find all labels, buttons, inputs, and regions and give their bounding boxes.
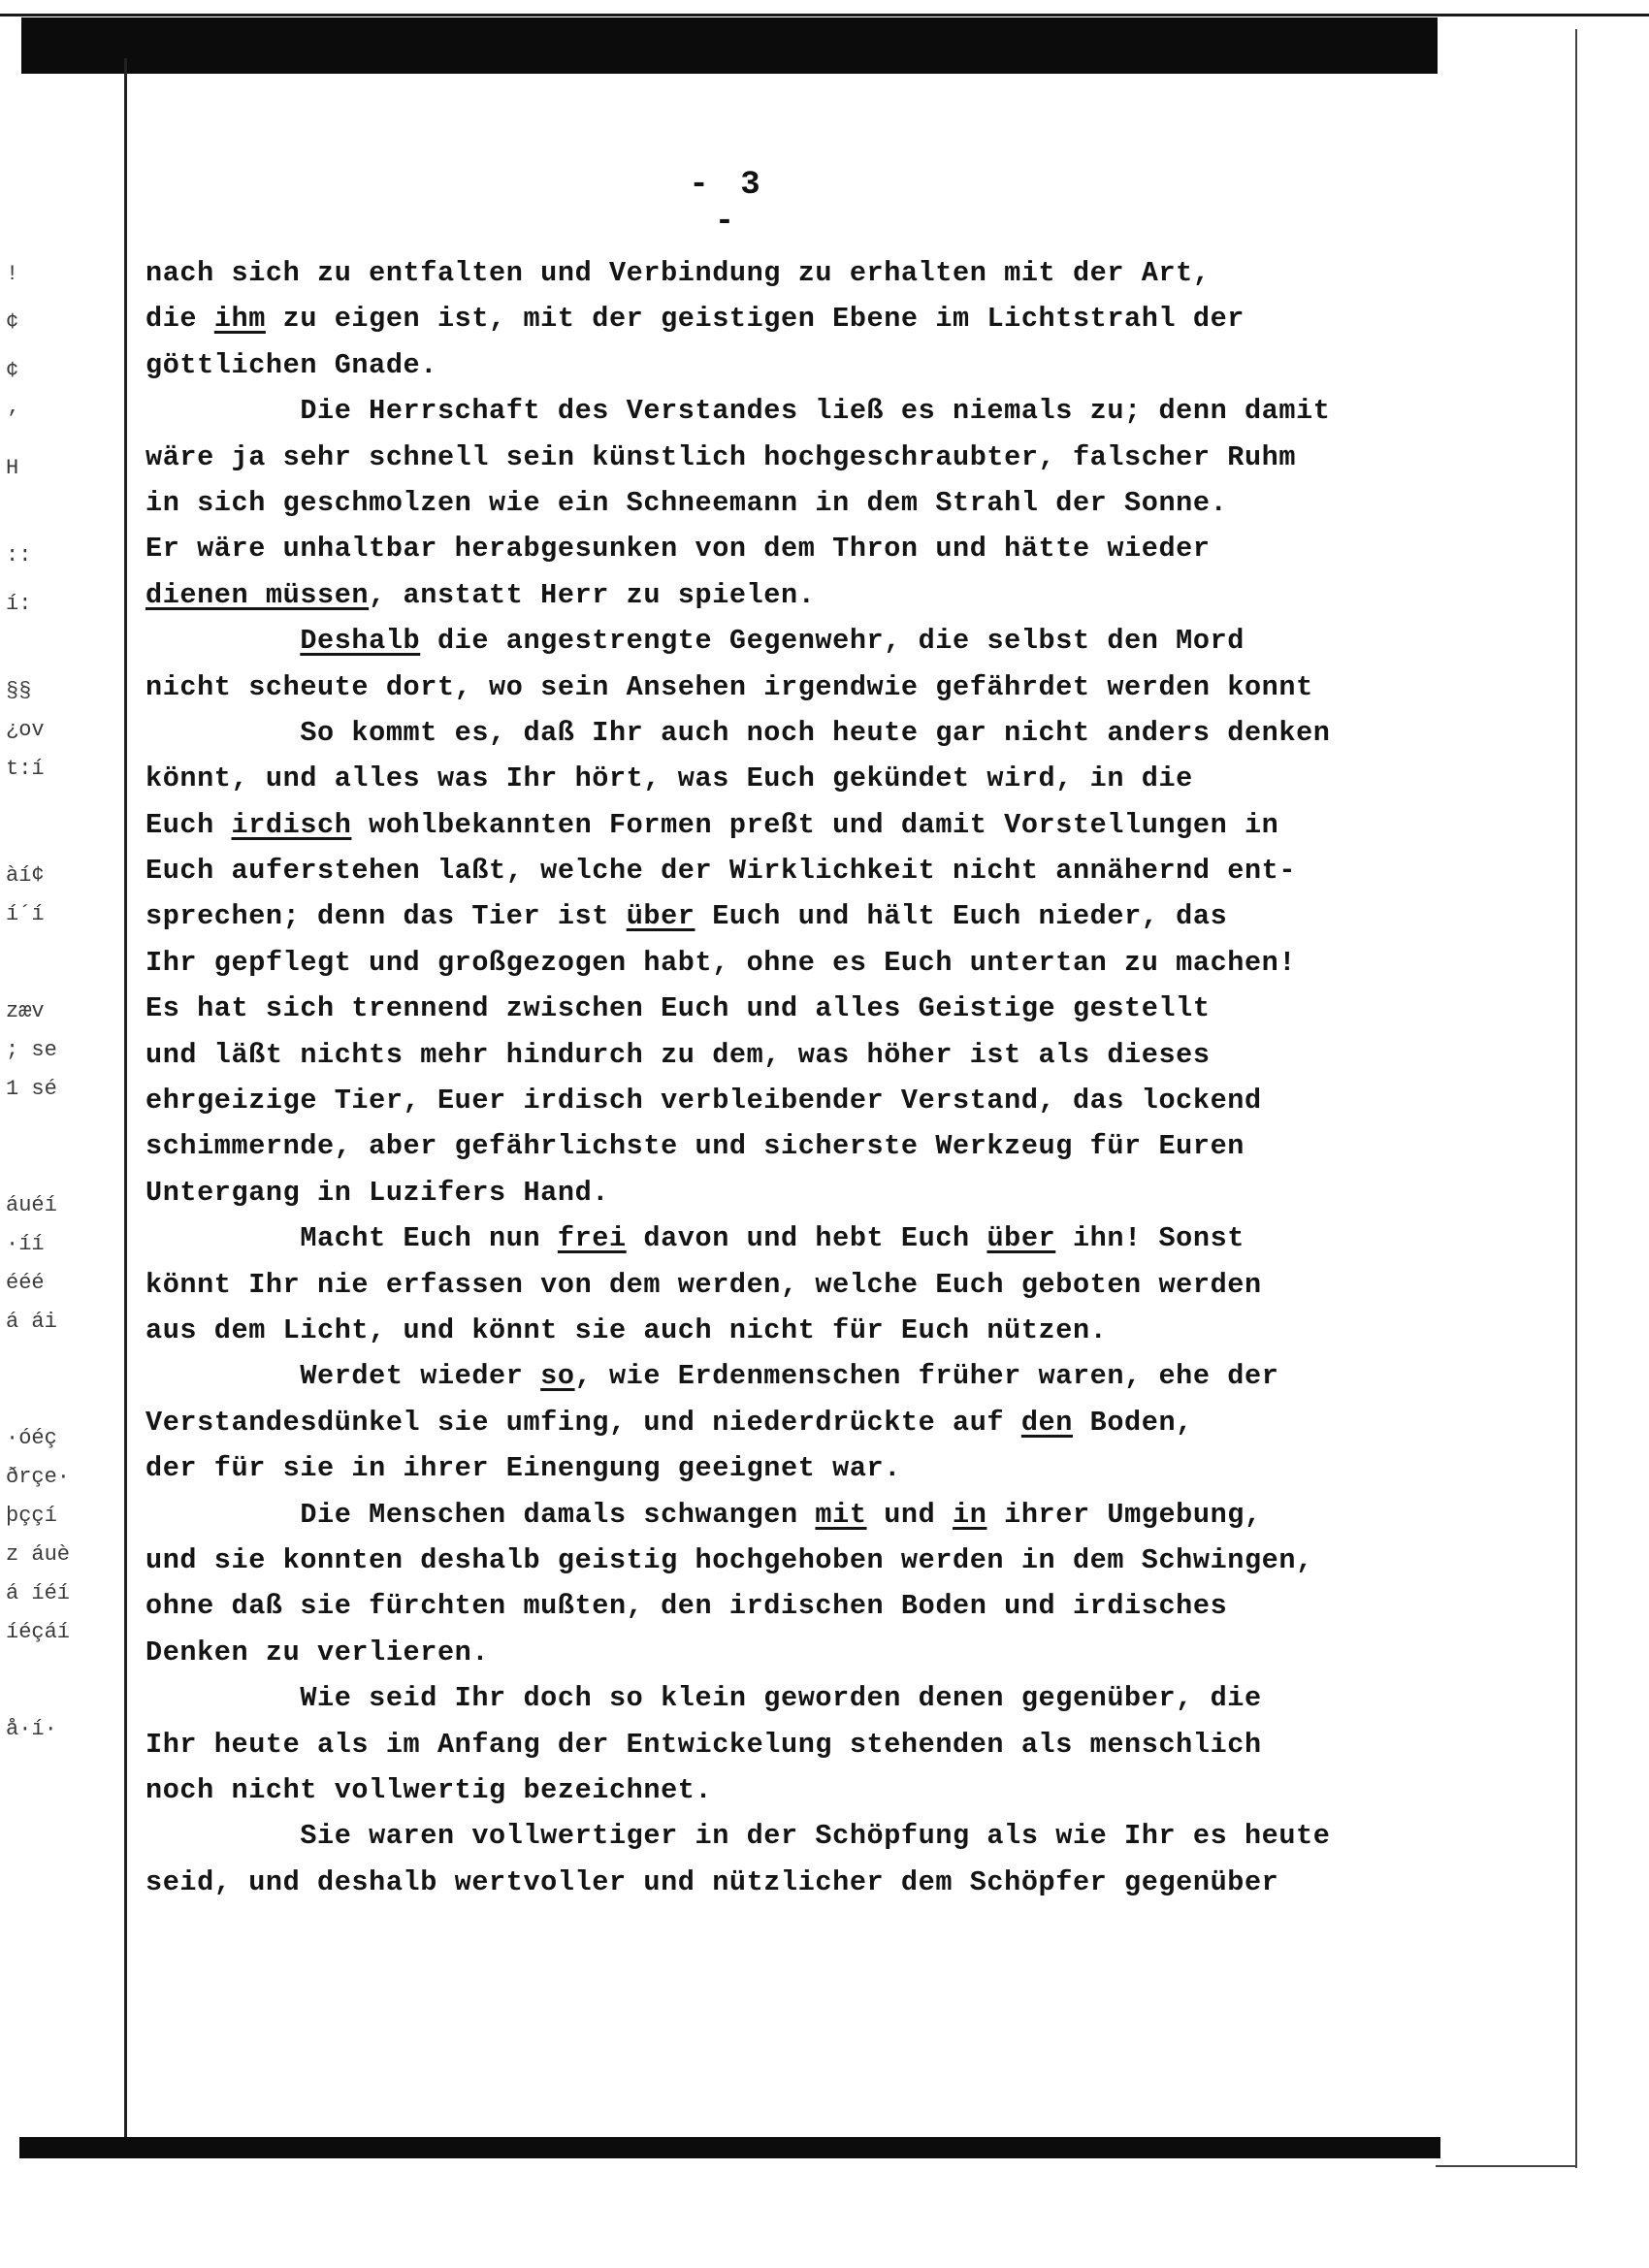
text-segment: wohlbekannten Formen preßt und damit Vorstellungen in [351,808,1279,841]
text-segment: Wie seid Ihr doch so klein geworden denen gegenüber, die [146,1682,1262,1715]
text-line [146,893,1455,939]
text-line [146,1353,1455,1399]
text-segment: die angestrengte Gegenwehr, die selbst den Mord [420,625,1245,658]
text-line [146,435,1455,480]
text-segment: , wie Erdenmenschen früher waren, ehe der [574,1360,1279,1393]
margin-fragment: þççí [6,1504,57,1528]
text-line [146,756,1455,801]
text-segment: ohne daß sie fürchten mußten, den irdischen Boden und irdisches [146,1590,1228,1623]
text-segment: Denken zu verlieren. [146,1636,490,1669]
underlined-word: so [540,1360,575,1393]
text-segment: , anstatt Herr zu spielen. [369,578,816,611]
underlined-word: mit [815,1498,867,1531]
text-line [146,342,1455,388]
margin-fragment: ðrçe· [6,1465,71,1489]
text-segment: noch nicht vollwertig bezeichnet. [146,1773,713,1806]
text-segment: ehrgeizige Tier, Euer irdisch verbleibender Verstand, das lockend [146,1085,1262,1118]
text-segment: ihrer Umgebung, [986,1498,1262,1531]
text-segment: nach sich zu entfalten und Verbindung zu erhalten mit der Art, [146,257,1211,289]
text-line [146,572,1455,618]
text-line [146,296,1455,341]
text-segment: Ihr heute als im Anfang der Entwickelung stehenden als menschlich [146,1728,1262,1761]
text-segment: Es hat sich trennend zwischen Euch und alles Geistige gestellt [146,992,1211,1025]
margin-fragment: å·í· [6,1717,57,1741]
margin-fragment: zæv [6,999,45,1023]
margin-fragment: ·óéç [6,1426,57,1450]
underlined-word: Deshalb [300,625,421,658]
margin-fragment: ¢ [6,359,19,383]
text-segment: könnt Ihr nie erfassen von dem werden, welche Euch geboten werden [146,1268,1262,1301]
text-line [146,618,1455,664]
text-line [146,710,1455,756]
top-border-line [0,14,1649,16]
text-segment: Die Herrschaft des Verstandes ließ es niemals zu; denn damit [146,395,1331,428]
text-line [146,1170,1455,1215]
text-segment: zu eigen ist, mit der geistigen Ebene im Lichtstrahl der [265,303,1245,336]
margin-fragment: àí¢ [6,863,45,888]
text-segment: seid, und deshalb wertvoller und nützlicher dem Schöpfer gegenüber [146,1865,1279,1898]
text-segment: Euch [146,808,232,841]
top-scan-shadow [21,17,1438,74]
text-line [146,1308,1455,1353]
text-segment: Ihr gepflegt und großgezogen habt, ohne es Euch untertan zu machen! [146,946,1297,979]
text-line [146,1078,1455,1123]
underlined-word: dienen müssen [146,578,370,611]
text-segment: davon und hebt Euch [626,1222,987,1255]
text-line [146,1400,1455,1445]
text-segment: der für sie in ihrer Einengung geeignet war. [146,1452,901,1485]
text-segment: So kommt es, daß Ihr auch noch heute gar nicht anders denken [146,716,1331,749]
margin-fragment: H [6,456,19,480]
underlined-word: in [953,1498,987,1531]
text-segment: Sie waren vollwertiger in der Schöpfung als wie Ihr es heute [146,1820,1331,1853]
margin-fragment: §§ [6,679,32,703]
text-line [146,1445,1455,1491]
page-number: - 3 - [689,167,766,241]
text-segment: Werdet wieder [146,1360,541,1393]
margin-fragment: :: [6,543,32,567]
margin-fragment: á ái [6,1310,57,1334]
margin-fragment: ¿ov [6,718,45,742]
text-line [146,1813,1455,1859]
margin-fragment: á íéí [6,1581,71,1605]
text-segment: ihn! Sonst [1055,1222,1245,1255]
text-line [146,1262,1455,1308]
text-segment: in sich geschmolzen wie ein Schneemann in dem Strahl der Sonne. [146,486,1228,519]
text-segment: Boden, [1072,1406,1193,1439]
text-segment: Euch und hält Euch nieder, das [695,900,1228,933]
text-line [146,1675,1455,1721]
margin-fragment: ’ [6,407,19,432]
text-line [146,388,1455,434]
left-margin-rule [124,58,127,2154]
margin-fragment: í: [6,592,32,616]
text-segment: die [146,303,214,336]
margin-fragment: ·íí [6,1232,45,1256]
text-segment: wäre ja sehr schnell sein künstlich hochgeschraubter, falscher Ruhm [146,440,1297,473]
text-line [146,1583,1455,1629]
margin-fragment: t:í [6,757,45,781]
right-page-edge [1575,29,1577,2168]
text-line [146,848,1455,893]
text-segment [146,625,300,657]
text-segment: Macht Euch nun [146,1222,558,1255]
margin-fragment: í´í [6,902,45,926]
text-segment: Er wäre unhaltbar herabgesunken von dem Thron und hätte wieder [146,533,1211,566]
text-line [146,664,1455,710]
text-segment: schimmernde, aber gefährlichste und sicherste Werkzeug für Euren [146,1130,1245,1163]
margin-fragment: áuéí [6,1193,57,1217]
text-segment: Verstandesdünkel sie umfing, und niederdrückte auf [146,1406,1021,1439]
text-line [146,802,1455,848]
margin-fragment: ¢ [6,310,19,335]
text-segment: göttlichen Gnade. [146,348,437,381]
text-segment: Euch auferstehen laßt, welche der Wirklichkeit nicht annähernd ent- [146,855,1297,888]
underlined-word: ihm [213,303,266,336]
text-segment: sprechen; denn das Tier ist [146,900,627,933]
text-line [146,526,1455,571]
text-segment: Untergang in Luzifers Hand. [146,1176,609,1209]
text-segment: nicht scheute dort, wo sein Ansehen irgendwie gefährdet werden konnt [146,670,1313,703]
text-line [146,1123,1455,1169]
underlined-word: über [626,900,695,933]
margin-fragment: ! [6,262,19,286]
text-segment: Die Menschen damals schwangen [146,1498,816,1531]
text-segment: könnt, und alles was Ihr hört, was Euch gekündet wird, in die [146,762,1193,795]
text-line [146,1630,1455,1675]
text-segment: und [866,1498,954,1531]
underlined-word: frei [557,1222,627,1255]
bottom-page-edge [1436,2165,1577,2167]
bottom-scan-shadow [19,2137,1440,2158]
margin-fragment: z áuè [6,1542,71,1567]
margin-fragment: ééé [6,1271,45,1295]
text-line [146,1032,1455,1078]
text-line [146,1215,1455,1261]
text-segment: und läßt nichts mehr hindurch zu dem, was höher ist als dieses [146,1038,1211,1071]
underlined-word: irdisch [231,808,352,841]
text-segment: und sie konnten deshalb geistig hochgehoben werden in dem Schwingen, [146,1543,1313,1576]
text-line [146,1767,1455,1813]
text-line [146,480,1455,526]
text-line [146,1538,1455,1583]
text-line [146,986,1455,1031]
underlined-word: den [1020,1406,1073,1439]
text-line [146,1492,1455,1538]
text-segment: aus dem Licht, und könnt sie auch nicht für Euch nützen. [146,1313,1108,1346]
typewritten-body [146,250,1455,1905]
margin-fragment: íéçáí [6,1620,71,1644]
text-line [146,1860,1455,1905]
margin-fragment: ; se [6,1038,57,1062]
underlined-word: über [986,1222,1056,1255]
text-line [146,250,1455,296]
text-line [146,1722,1455,1767]
margin-fragment: 1 sé [6,1077,57,1101]
text-line [146,940,1455,986]
